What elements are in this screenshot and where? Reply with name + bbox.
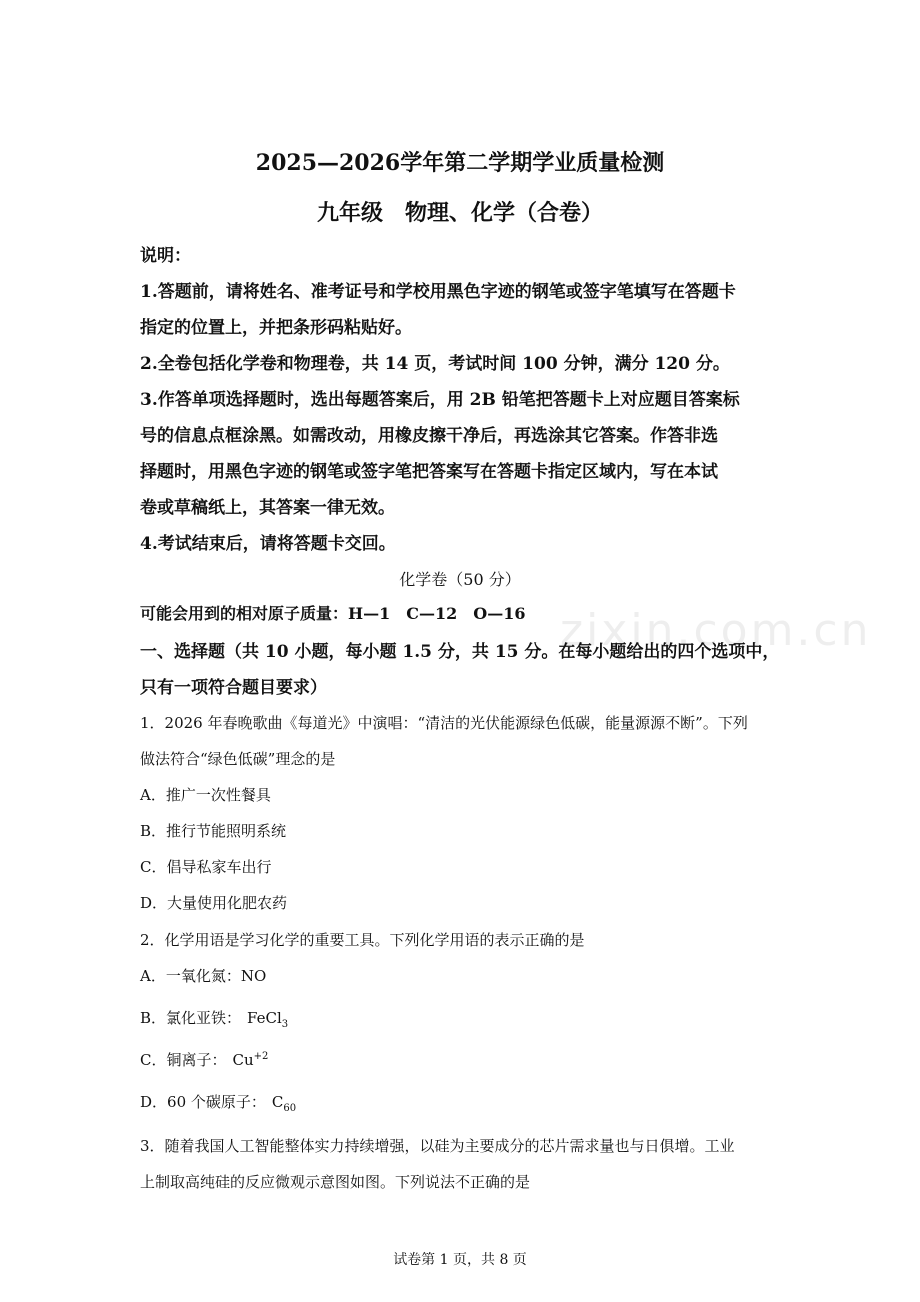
question-2-option-a bbox=[140, 965, 266, 986]
atomic-mass-note: 可能会用到的相对原子质量：H—1 C—12 O—16 bbox=[140, 604, 526, 623]
question-2-stem: 2．化学用语是学习化学的重要工具。下列化学用语的表示正确的是 bbox=[140, 931, 585, 949]
instructions-heading: 说明： bbox=[140, 246, 191, 266]
question-1-option-b: B．推行节能照明系统 bbox=[140, 822, 287, 840]
option-d-label: D．60 个碳原子： bbox=[140, 1093, 266, 1111]
watermark: zixin.com.cn bbox=[560, 605, 872, 656]
option-c-label: C．铜离子： bbox=[140, 1051, 227, 1069]
section-title: 化学卷（50 分） bbox=[399, 570, 521, 589]
question-2-option-c bbox=[140, 1049, 268, 1070]
question-1-stem-line-2: 做法符合“绿色低碳”理念的是 bbox=[140, 750, 336, 768]
option-a-label: A．一氧化氮： bbox=[140, 967, 241, 985]
question-3-stem-line-1: 3．随着我国人工智能整体实力持续增强，以硅为主要成分的芯片需求量也与日俱增。工业 bbox=[140, 1137, 735, 1155]
instruction-3-line-4: 卷或草稿纸上，其答案一律无效。 bbox=[140, 498, 395, 518]
instruction-4: 4.考试结束后，请将答题卡交回。 bbox=[140, 534, 396, 554]
part-1-heading-line-2: 只有一项符合题目要求） bbox=[140, 678, 327, 698]
question-1-stem-line-1: 1．2026 年春晚歌曲《每道光》中演唱：“清洁的光伏能源绿色低碳，能量源源不断”。下列 bbox=[140, 714, 748, 732]
option-a-formula: NO bbox=[240, 967, 267, 985]
instruction-3-line-3: 择题时，用黑色字迹的钢笔或签字笔把答案写在答题卡指定区域内，写在本试 bbox=[140, 462, 718, 482]
question-2-option-d bbox=[140, 1091, 296, 1114]
exam-title: 2025—2026学年第二学期学业质量检测 bbox=[255, 150, 665, 176]
instruction-1-line-2: 指定的位置上，并把条形码粘贴好。 bbox=[140, 318, 412, 338]
instruction-3-line-1: 3.作答单项选择题时，选出每题答案后，用 2B 铅笔把答题卡上对应题目答案标 bbox=[140, 390, 740, 410]
option-c-formula: $Cu^{+2}$ bbox=[232, 1051, 269, 1069]
instruction-2: 2.全卷包括化学卷和物理卷，共 14 页，考试时间 100 分钟，满分 120 分。 bbox=[140, 354, 730, 374]
instruction-1-line-1: 1.答题前，请将姓名、准考证号和学校用黑色字迹的钢笔或签字笔填写在答题卡 bbox=[140, 282, 736, 302]
question-1-option-a: A．推广一次性餐具 bbox=[140, 786, 271, 804]
option-b-formula: FeCl$_3$ bbox=[247, 1009, 289, 1030]
question-2-option-b bbox=[140, 1007, 288, 1030]
question-3-stem-line-2: 上制取高纯硅的反应微观示意图如图。下列说法不正确的是 bbox=[140, 1173, 531, 1191]
instruction-3-line-2: 号的信息点框涂黑。如需改动，用橡皮擦干净后，再选涂其它答案。作答非选 bbox=[140, 426, 718, 446]
option-d-formula: $C_{60}$ bbox=[271, 1093, 297, 1114]
question-1-option-d: D．大量使用化肥农药 bbox=[140, 894, 288, 912]
question-1-option-c: C．倡导私家车出行 bbox=[140, 858, 272, 876]
part-1-heading-line-1: 一、选择题（共 10 小题，每小题 1.5 分，共 15 分。在每小题给出的四个选项中， bbox=[140, 642, 780, 662]
exam-subtitle: 九年级 物理、化学（合卷） bbox=[316, 200, 603, 226]
page-footer: 试卷第 1 页，共 8 页 bbox=[393, 1252, 527, 1268]
option-b-label: B．氯化亚铁： bbox=[140, 1009, 242, 1027]
